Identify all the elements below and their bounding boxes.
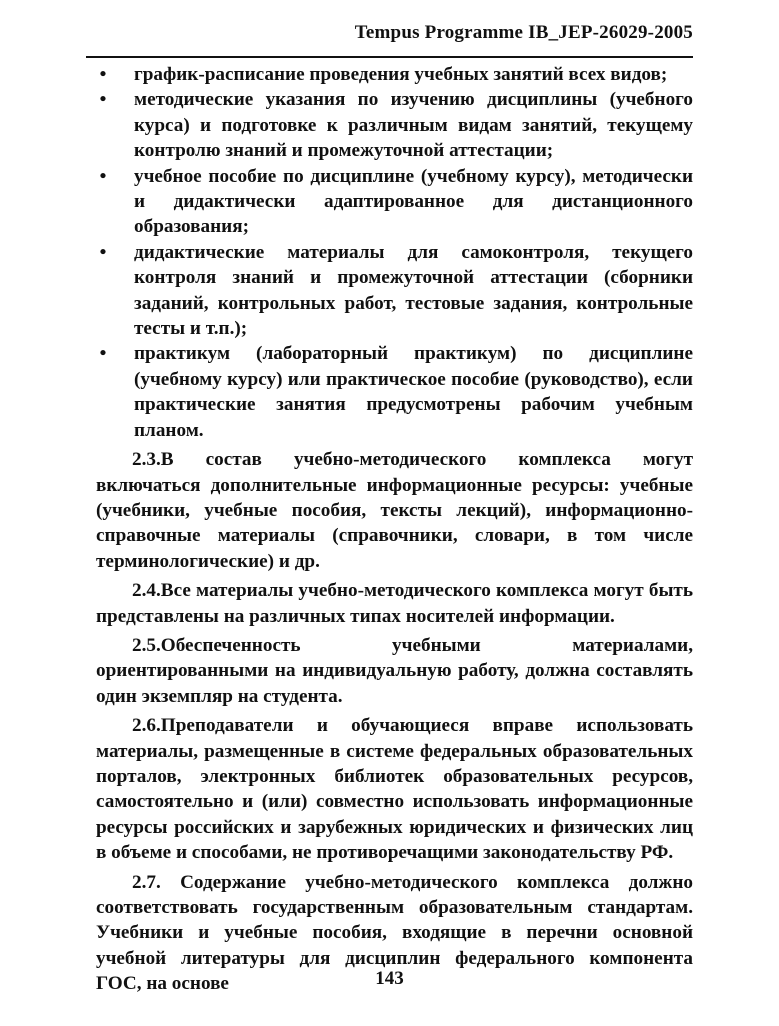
bullet-text: учебное пособие по дисциплине (учебному курсу), методически и дидактически адаптированное для дистанционного образования; <box>134 165 693 238</box>
bullet-item <box>96 164 693 240</box>
bullet-text: график-расписание проведения учебных занятий всех видов; <box>134 64 668 85</box>
header-rule <box>86 56 693 58</box>
bullet-item <box>96 87 693 163</box>
paragraph-2-4: 2.4.Все материалы учебно-методического комплекса могут быть представлены на различных типах носителей информации. <box>96 580 693 627</box>
bullet-item <box>96 62 693 87</box>
bullet-text: методические указания по изучению дисциплины (учебного курса) и подготовке к различным видам занятий, текущему контролю знаний и промежуточной аттестации; <box>134 89 693 162</box>
paragraph-2-3: 2.3.В состав учебно-методического комплекса могут включаться дополнительные информационные ресурсы: учебные (учебники, учебные пособия, тексты лекций), информационно-справочные материалы (справочники, словари, в том числе терминологические) и др. <box>96 449 693 572</box>
bullet-text: практикум (лабораторный практикум) по дисциплине (учебному курсу) или практическое пособие (руководство), если практические занятия предусмотрены рабочим учебным планом. <box>134 343 693 441</box>
bullet-item <box>96 341 693 443</box>
bullet-icon: • <box>99 165 107 187</box>
bullet-text: дидактические материалы для самоконтроля, текущего контроля знаний и промежуточной аттестации (сборники заданий, контрольных работ, тестовые задания, контрольные тесты и т.п.); <box>134 241 693 340</box>
bullet-icon: • <box>99 89 107 111</box>
bullet-list <box>96 62 693 443</box>
running-header: Tempus Programme IB_JEP-26029-2005 <box>354 22 693 43</box>
paragraph-2-5: 2.5.Обеспеченность учебными материалами, ориентированными на индивидуальную работу, должна составлять один экземпляр на студента. <box>96 634 693 707</box>
page-body <box>96 62 693 997</box>
paragraph-2-6: 2.6.Преподаватели и обучающиеся вправе использовать материалы, размещенные в системе федеральных образовательных порталов, электронных библиотек образовательных ресурсов, самостоятельно и (или) совместно использовать информационные ресурсы российских и зарубежных юридических и физических лиц в объеме и способами, не противоречащими законодательству РФ. <box>96 715 693 864</box>
bullet-icon: • <box>99 241 107 263</box>
bullet-item <box>96 240 693 342</box>
bullet-icon: • <box>99 64 107 85</box>
page-number: 143 <box>375 968 404 989</box>
paragraph-2-7: 2.7. Содержание учебно-методического комплекса должно соответствовать государственным образовательным стандартам. Учебники и учебные пособия, входящие в перечни основной учебной литературы для дисциплин федерального компонента ГОС, на основе <box>96 871 693 995</box>
bullet-icon: • <box>99 343 107 365</box>
